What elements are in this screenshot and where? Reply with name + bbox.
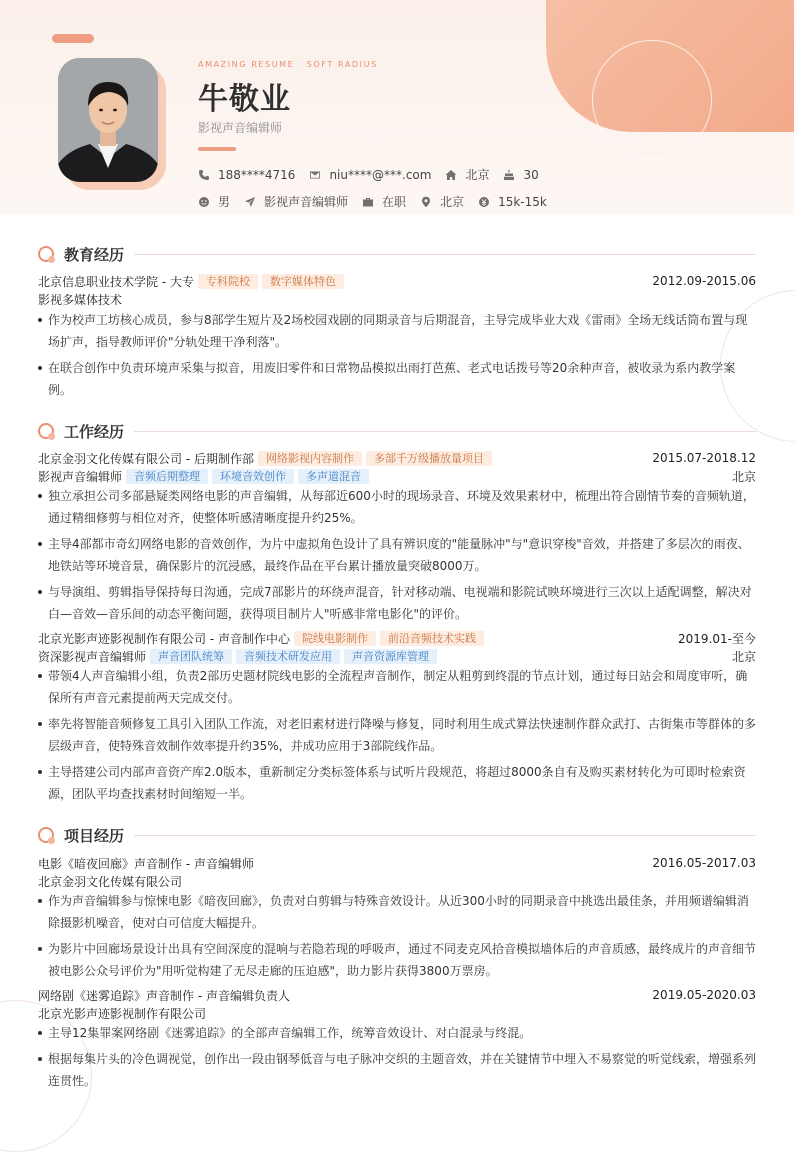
list-item: 作为声音编辑参与惊悚电影《暗夜回廊》，负责对白剪辑与特殊音效设计。从近300小时的同期录音中挑选出最佳条，并用频谱编辑消除摄影机噪音，使对白可信度大幅提升。	[38, 890, 756, 934]
section-divider	[134, 431, 756, 432]
list-item: 主导搭建公司内部声音资产库2.0版本，重新制定分类标签体系与试听片段规范，将超过8000条自有及购买素材转化为可即时检索资源，团队平均查找素材时间缩短一半。	[38, 761, 756, 805]
decorative-ring	[592, 40, 712, 160]
cake-icon	[503, 169, 515, 181]
list-item: 为影片中回廊场景设计出具有空间深度的混响与若隐若现的呼吸声，通过不同麦克风拾音模拟墙体后的声音质感，最终成片的声音细节被电影公众号评价为"用听觉构建了无尽走廊的压迫感"，助力影片获得3800万票房。	[38, 938, 756, 982]
education-major-row	[38, 290, 756, 308]
home-icon	[445, 169, 457, 181]
accent-bar	[52, 34, 94, 43]
candidate-role: 影视声音编辑师	[198, 121, 283, 135]
hometown: 北京	[465, 168, 490, 182]
position-tag: 声音团队统筹	[150, 649, 232, 664]
company-name: 北京金羽文化传媒有限公司 - 后期制作部	[38, 451, 254, 466]
work-2-position-row	[38, 647, 756, 665]
work-date: 2015.07-2018.12	[652, 451, 756, 465]
mail-icon	[309, 169, 321, 181]
section-divider	[134, 835, 756, 836]
section-marker-icon	[38, 827, 56, 845]
work-1-bullets	[38, 485, 756, 629]
resume-kicker: AMAZING RESUME · SOFT RADIUS	[198, 60, 378, 69]
gender-info	[198, 193, 230, 210]
list-item: 与导演组、剪辑指导保持每日沟通，完成7部影片的环绕声混音，针对移动端、电视端和影院试映环境进行三次以上适配调整，解决对白—音效—音乐间的动态平衡问题，获得项目制片人"听感非常电影化"的评价。	[38, 581, 756, 625]
list-item: 带领4人声音编辑小组，负责2部历史题材院线电影的全流程声音制作，制定从粗剪到终混的节点计划，通过每日站会和周度审听，确保所有声音元素提前两天完成交付。	[38, 665, 756, 709]
project-org: 北京金羽文化传媒有限公司	[38, 874, 183, 889]
project-org: 北京光影声迹影视制作有限公司	[38, 1006, 207, 1021]
position-title: 资深影视声音编辑师	[38, 649, 147, 664]
expected-salary: 15k-15k	[498, 194, 547, 209]
age: 30	[523, 167, 539, 182]
gender: 男	[218, 195, 231, 209]
company-tag: 前沿音频技术实践	[380, 631, 484, 646]
job-intent-info	[244, 193, 348, 210]
name-underline	[198, 147, 236, 151]
list-item: 率先将智能音频修复工具引入团队工作流，对老旧素材进行降噪与修复，同时利用生成式算法快速制作群众武打、古街集市等群体的多层级声音，使特殊音效制作效率提升约35%，并成功应用于3部院线作品。	[38, 713, 756, 757]
work-2-header	[38, 629, 756, 647]
company-tag: 院线电影制作	[294, 631, 376, 646]
section-label: 工作经历	[64, 423, 125, 441]
work-city: 北京	[731, 649, 756, 664]
list-item: 主导4部都市奇幻网络电影的音效创作，为片中虚拟角色设计了具有辨识度的"能量脉冲"与"意识穿梭"音效，并搭建了多层次的雨夜、地铁站等环境音景，确保影片的沉浸感，最终作品在平台累计播放量突破8000万。	[38, 533, 756, 577]
company-tag: 多部千万级播放量项目	[366, 451, 492, 466]
project-1-org-row	[38, 872, 756, 890]
project-1-bullets	[38, 890, 756, 986]
section-divider	[134, 254, 756, 255]
education-date: 2012.09-2015.06	[652, 274, 756, 288]
list-item: 作为校声工坊核心成员，参与8部学生短片及2场校园戏剧的同期录音与后期混音，主导完成毕业大戏《雷雨》全场无线话筒布置与现场扩声，指导教师评价"分轨处理干净利落"。	[38, 309, 756, 353]
salary-icon	[478, 196, 490, 208]
contact-row	[198, 166, 553, 183]
project-2-bullets	[38, 1022, 756, 1096]
project-date: 2016.05-2017.03	[652, 856, 756, 870]
company-tag: 网络影视内容制作	[258, 451, 362, 466]
list-item: 主导12集罪案网络剧《迷雾追踪》的全部声音编辑工作，统筹音效设计、对白混录与终混。	[38, 1022, 756, 1044]
candidate-name: 牛敬业	[198, 82, 291, 117]
profile-row	[198, 193, 561, 210]
location-icon	[420, 196, 432, 208]
education-header	[38, 272, 756, 290]
position-title: 影视声音编辑师	[38, 469, 123, 484]
phone-number: 188****4716	[218, 167, 296, 182]
education-bullets	[38, 309, 756, 405]
hometown-info	[445, 166, 489, 183]
employment-status: 在职	[382, 195, 407, 209]
target-city: 北京	[440, 195, 465, 209]
school-name: 北京信息职业技术学院 - 大专	[38, 274, 194, 289]
phone-info	[198, 168, 295, 182]
project-title: 网络剧《迷雾追踪》声音制作 - 声音编辑负责人	[38, 988, 290, 1003]
email-address: niu****@***.com	[329, 167, 432, 182]
status-info	[362, 193, 406, 210]
major: 影视多媒体技术	[38, 292, 123, 307]
project-2-header	[38, 986, 756, 1004]
send-icon	[244, 196, 256, 208]
project-2-org-row	[38, 1004, 756, 1022]
position-tag: 环境音效创作	[212, 469, 294, 484]
salary-info	[478, 195, 547, 209]
position-tag: 音频后期整理	[126, 469, 208, 484]
company-name: 北京光影声迹影视制作有限公司 - 声音制作中心	[38, 631, 290, 646]
project-date: 2019.05-2020.03	[652, 988, 756, 1002]
work-date: 2019.01-至今	[678, 631, 756, 646]
briefcase-icon	[362, 196, 374, 208]
position-tag: 多声道混音	[298, 469, 369, 484]
projects-section-title	[38, 825, 756, 846]
list-item: 独立承担公司多部悬疑类网络电影的声音编辑，从每部近600小时的现场录音、环境及效果素材中，梳理出符合剧情节奏的音频轨道，通过精细修剪与相位对齐，使整体听感清晰度提升约25%。	[38, 485, 756, 529]
project-1-header	[38, 854, 756, 872]
avatar	[58, 58, 158, 182]
section-label: 教育经历	[64, 246, 125, 264]
target-city-info	[420, 193, 464, 210]
position-tag: 音频技术研发应用	[236, 649, 340, 664]
position-tag: 声音资源库管理	[344, 649, 437, 664]
project-title: 电影《暗夜回廊》声音制作 - 声音编辑师	[38, 856, 254, 871]
school-tag: 数字媒体特色	[262, 274, 344, 289]
section-marker-icon	[38, 423, 56, 441]
job-intent: 影视声音编辑师	[264, 195, 349, 209]
work-section-title	[38, 421, 756, 442]
email-info	[309, 168, 431, 182]
age-info	[503, 168, 538, 182]
school-tag: 专科院校	[198, 274, 258, 289]
work-2-bullets	[38, 665, 756, 809]
work-1-header	[38, 449, 756, 467]
section-marker-icon	[38, 246, 56, 264]
section-label: 项目经历	[64, 827, 125, 845]
education-section-title	[38, 244, 756, 265]
work-city: 北京	[731, 469, 756, 484]
list-item: 根据每集片头的冷色调视觉，创作出一段由钢琴低音与电子脉冲交织的主题音效，并在关键情节中埋入不易察觉的听觉线索，增强系列连贯性。	[38, 1048, 756, 1092]
work-1-position-row	[38, 467, 756, 485]
list-item: 在联合创作中负责环境声采集与拟音，用废旧零件和日常物品模拟出雨打芭蕉、老式电话拨号等20余种声音，被收录为系内教学案例。	[38, 357, 756, 401]
phone-icon	[198, 169, 210, 181]
gender-icon	[198, 196, 210, 208]
